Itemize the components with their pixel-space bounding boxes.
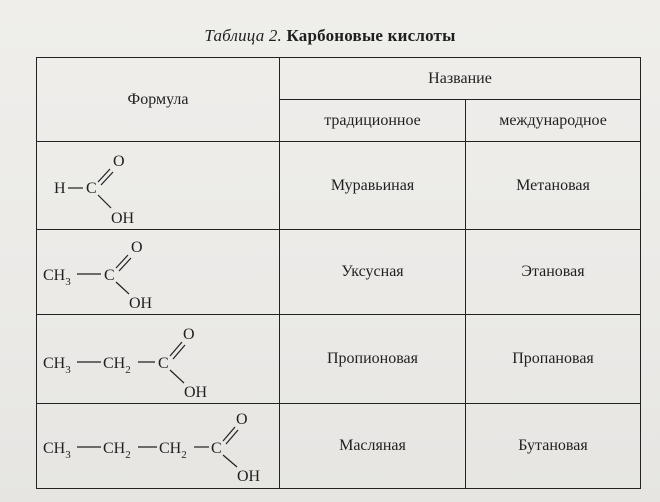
formula-carbon: C — [104, 267, 115, 284]
table-caption — [0, 26, 660, 46]
header-formula: Формула — [37, 58, 280, 142]
formula-group: $CH_2$ — [103, 440, 131, 461]
formula-structure — [37, 315, 279, 403]
formula-hydroxyl: OH — [184, 384, 208, 401]
formula-hydroxyl: OH — [129, 295, 153, 312]
formula-cell — [37, 230, 280, 315]
table-row — [37, 315, 641, 404]
caption-prefix: Таблица 2. — [204, 26, 282, 45]
formula-group: $CH_2$ — [103, 355, 131, 376]
formula-carbon: C — [211, 440, 222, 457]
header-international: международное — [466, 100, 641, 142]
formula-cell — [37, 404, 280, 489]
formula-structure — [37, 404, 279, 488]
caption-title: Карбоновые кислоты — [286, 26, 456, 45]
formula-oxygen: O — [183, 326, 195, 343]
formula-group: $CH_3$ — [43, 355, 71, 376]
formula-carbon: C — [86, 180, 97, 197]
header-traditional: традиционное — [280, 100, 466, 142]
table-row — [37, 230, 641, 315]
formula-oxygen: O — [131, 239, 143, 256]
name-traditional: Пропионовая — [280, 315, 466, 404]
formula-group: $CH_2$ — [159, 440, 187, 461]
name-international: Этановая — [466, 230, 641, 315]
name-international: Бутановая — [466, 404, 641, 489]
name-traditional: Уксусная — [280, 230, 466, 315]
formula-oxygen: O — [236, 411, 248, 428]
formula-structure — [37, 230, 279, 314]
name-traditional: Масляная — [280, 404, 466, 489]
formula-cell — [37, 315, 280, 404]
formula-group: $CH_3$ — [43, 440, 71, 461]
formula-structure — [37, 142, 279, 229]
formula-hydroxyl: OH — [111, 210, 135, 227]
carboxylic-acids-table — [36, 57, 641, 489]
name-international: Пропановая — [466, 315, 641, 404]
name-traditional: Муравьиная — [280, 142, 466, 230]
formula-carbon: C — [158, 355, 169, 372]
formula-cell — [37, 142, 280, 230]
table-row — [37, 404, 641, 489]
formula-hydroxyl: OH — [237, 468, 261, 485]
formula-group: $CH_3$ — [43, 267, 71, 288]
name-international: Метановая — [466, 142, 641, 230]
table-row — [37, 142, 641, 230]
formula-oxygen: O — [113, 153, 125, 170]
formula-atom: H — [54, 180, 66, 197]
header-name: Название — [280, 58, 641, 100]
